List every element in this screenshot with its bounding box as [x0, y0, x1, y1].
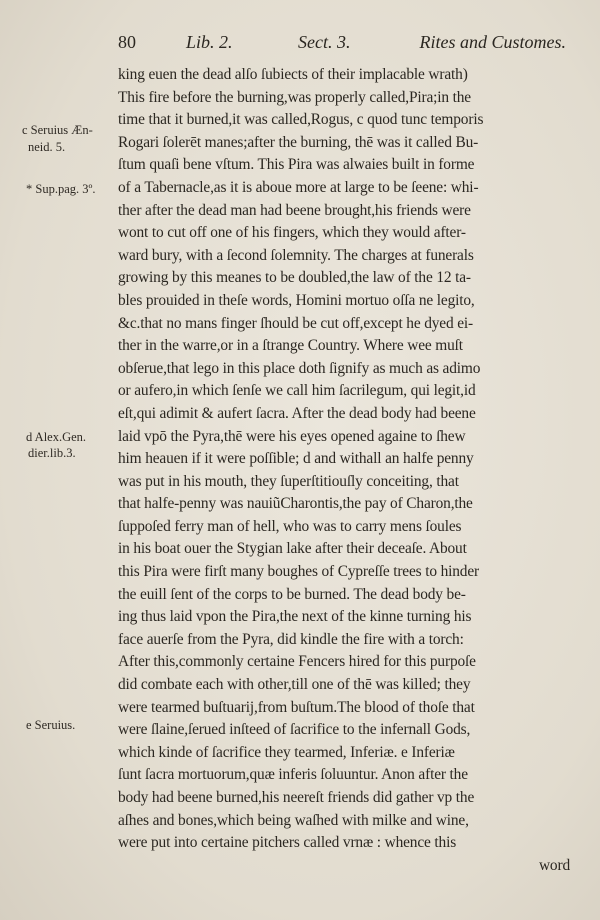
text-line: or aufero,in which ſenſe we call him ſacrilegum, qui legit,id — [118, 382, 476, 400]
marginal-note: d Alex.Gen. — [26, 430, 87, 444]
text-line: growing by this meanes to be doubled,the law of the 12 ta- — [118, 269, 471, 287]
text-line: ther in the warre,or in a ſtrange Country. Where wee muſt — [118, 337, 463, 355]
text-line: &c.that no mans finger ſhould be cut off,except he dyed ei- — [118, 314, 473, 332]
book-label: Lib. 2. — [186, 32, 233, 52]
text-line: eſt,qui adimit & aufert ſacra. After the dead body had beene — [118, 404, 476, 422]
text-line: ing thus laid vpon the Pira,the next of the kinne turning his — [118, 608, 472, 626]
text-line: ward bury, with a ſecond ſolemnity. The charges at funerals — [118, 246, 474, 264]
text-line: aſhes and bones,which being waſhed with milke and wine, — [118, 811, 469, 829]
text-line: was put in his mouth, they ſuperſtitiouſly conceiting, that — [118, 472, 459, 490]
text-line: were tearmed buſtuarij,from buſtum.The blood of thoſe that — [118, 698, 475, 716]
text-line: This fire before the burning,was properly called,Pira;in the — [118, 88, 471, 106]
body-text — [118, 64, 576, 877]
marginal-note: neid. 5. — [28, 140, 66, 154]
text-line: time that it burned,it was called,Rogus, c quod tunc temporis — [118, 111, 484, 129]
marginal-note: e Seruius. — [26, 718, 76, 732]
text-line: the euill ſent of the corps to be burned. The dead body be- — [118, 585, 466, 603]
text-line: of a Tabernacle,as it is aboue more at large to be ſeene: whi- — [118, 178, 479, 196]
text-line: wont to cut off one of his fingers, which they would after- — [118, 224, 466, 242]
topic-title: Rites and Customes. — [419, 32, 566, 52]
text-line: were put into certaine pitchers called vrnæ : whence this — [118, 834, 457, 852]
text-line: bles prouided in theſe words, Homini mortuo oſſa ne legito, — [118, 291, 475, 309]
section-label: Sect. 3. — [298, 32, 351, 52]
running-header — [118, 32, 566, 56]
marginal-note: * Sup.pag. 3º. — [26, 182, 96, 196]
text-line: this Pira were firſt many boughes of Cypreſſe trees to hinder — [118, 563, 479, 581]
text-line: ther after the dead man had beene brought,his friends were — [118, 201, 471, 219]
text-line: in his boat ouer the Stygian lake after their deceaſe. About — [118, 540, 467, 558]
text-line: which kinde of ſacrifice they tearmed, Inferiæ. e Inferiæ — [118, 743, 455, 761]
text-line: ſunt ſacra mortuorum,quæ inferis ſoluuntur. Anon after the — [118, 766, 468, 784]
marginal-note: dier.lib.3. — [28, 446, 76, 460]
text-line: that halfe-penny was nauiũCharontis,the pay of Charon,the — [118, 495, 473, 513]
catchword: word — [538, 856, 570, 874]
text-line: ſuppoſed ferry man of hell, who was to carry mens ſoules — [118, 517, 462, 535]
text-line: him heauen if it were poſſible; d and withall an halfe penny — [118, 450, 474, 468]
text-line: body had beene burned,his neereſt friends did gather vp the — [118, 789, 475, 806]
text-line: king euen the dead alſo ſubiects of their implacable wrath) — [118, 66, 468, 83]
text-line: face auerſe from the Pyra, did kindle the fire with a torch: — [118, 630, 464, 648]
page-number: 80 — [118, 32, 136, 52]
text-line: ſtum quaſi bene vſtum. This Pira was alwaies built in forme — [118, 156, 475, 174]
text-line: did combate each with other,till one of thē was killed; they — [118, 676, 471, 694]
text-line: After this,commonly certaine Fencers hired for this purpoſe — [118, 653, 476, 671]
text-line: Rogari ſolerēt manes;after the burning, thē was it called Bu- — [118, 133, 479, 151]
text-line: laid vpō the Pyra,thē were his eyes opened againe to ſhew — [118, 427, 466, 445]
text-line: were ſlaine,ſerued inſteed of ſacrifice to the infernall Gods, — [118, 721, 471, 739]
text-line: obſerue,that lego in this place doth ſignify as much as adimo — [118, 359, 481, 377]
marginal-note: c Seruius Æn- — [22, 123, 93, 137]
